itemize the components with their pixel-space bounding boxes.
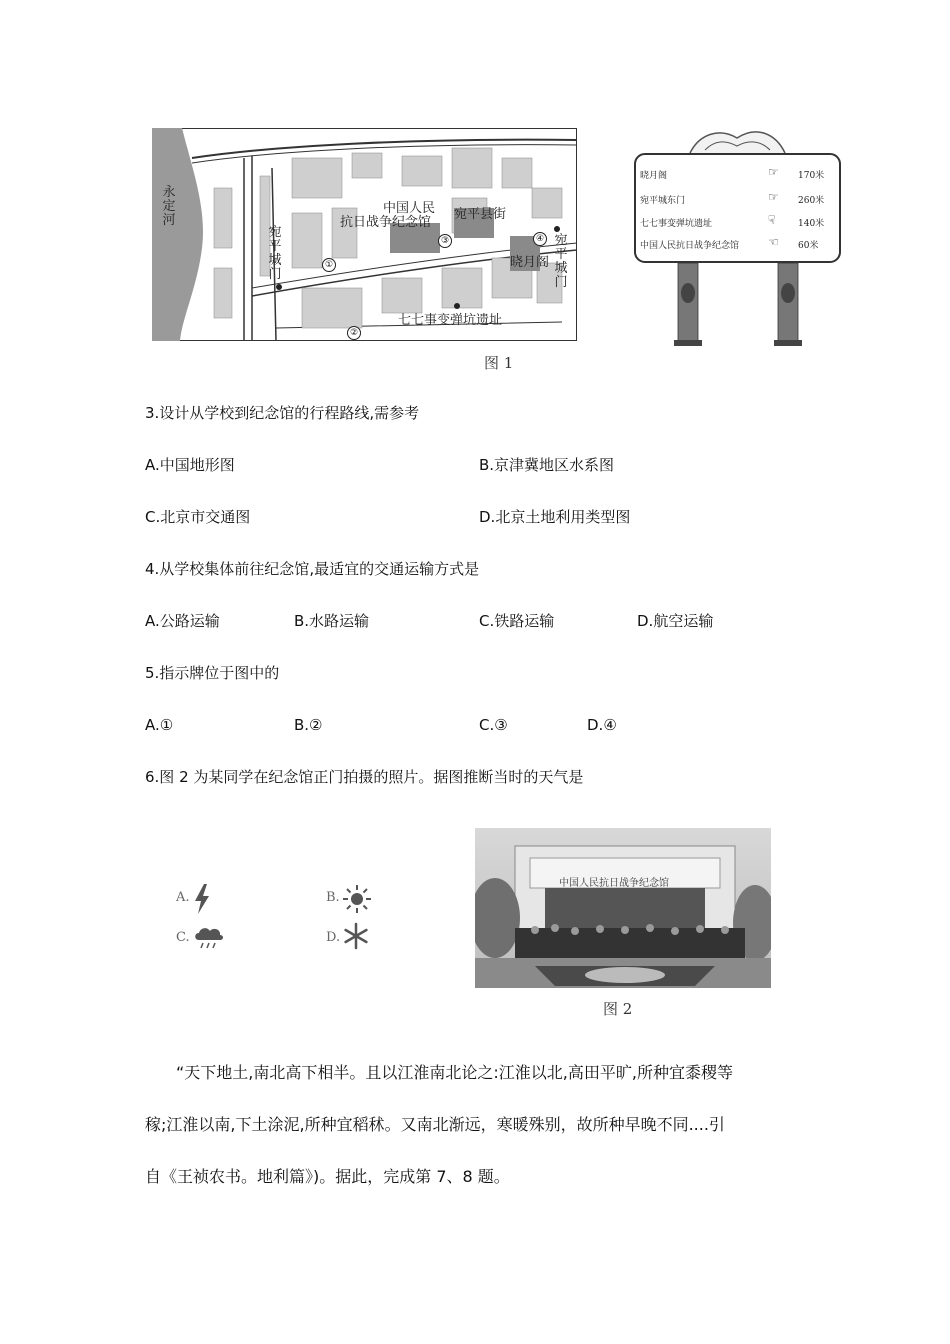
sign-drawing [630, 118, 845, 348]
question-3-option-d: D.北京土地利用类型图 [479, 508, 631, 526]
marker-3: ③ [438, 234, 452, 248]
question-4-option-a: A.公路运输 [145, 612, 220, 630]
passage-line-2: 稼;江淮以南,下土涂泥,所种宜稻秫。又南北渐远，寒暖殊别，故所种早晚不同....引 [145, 1115, 725, 1134]
figure1-caption: 图 1 [484, 354, 514, 372]
figure1-map [152, 128, 577, 341]
question-5-option-a: A.① [145, 716, 174, 734]
west-gate-label: 宛平城门 [268, 225, 282, 282]
passage-line-1: “天下地土,南北高下相半。且以江淮南北论之:江淮以北,高田平旷,所种宜黍稷等 [176, 1063, 733, 1082]
river-label: 永定河 [162, 185, 176, 228]
building-sign-text: 中国人民抗日战争纪念馆 [559, 878, 669, 889]
sign-row-1-name: 晓月阁 [640, 171, 668, 181]
question-5-option-b: B.② [294, 716, 323, 734]
sign-row-1-distance: 170米 [798, 171, 825, 181]
west-gate-point [276, 284, 282, 290]
question-3-option-c: C.北京市交通图 [145, 508, 251, 526]
pointing-hand-icon: ☜ [768, 235, 779, 249]
question-5-option-c: C.③ [479, 716, 508, 734]
question-4-stem: 4.从学校集体前往纪念馆,最适宜的交通运输方式是 [145, 560, 480, 578]
question-3-option-a: A.中国地形图 [145, 456, 235, 474]
sign-row-4-distance: 60米 [798, 241, 819, 251]
marker-1: ① [322, 258, 336, 272]
sun-icon [342, 884, 372, 914]
question-4-option-d: D.航空运输 [637, 612, 714, 630]
crater-point [454, 303, 460, 309]
pointing-hand-icon: ☞ [768, 190, 779, 204]
map-drawing [152, 128, 577, 341]
photo-drawing [475, 828, 771, 988]
figure2-caption: 图 2 [603, 1000, 633, 1018]
marker-4: ④ [533, 232, 547, 246]
street-label: 宛平县街 [454, 207, 507, 222]
memorial-label-line2: 抗日战争纪念馆 [340, 215, 432, 230]
question-3-stem: 3.设计从学校到纪念馆的行程路线,需参考 [145, 404, 420, 422]
lightning-icon [193, 884, 211, 914]
memorial-label-line1: 中国人民 [382, 201, 435, 216]
question-6-option-b: B. [326, 890, 340, 905]
east-gate-label: 宛平城门 [554, 233, 568, 290]
sign-row-2-distance: 260米 [798, 196, 825, 206]
snowflake-icon [342, 922, 370, 950]
question-4-option-c: C.铁路运输 [479, 612, 555, 630]
marker-2: ② [347, 326, 361, 340]
pointing-hand-icon: ☞ [768, 165, 779, 179]
east-gate-point [554, 226, 560, 232]
sign-row-3-name: 七七事变弹坑遗址 [640, 219, 713, 229]
direction-sign [630, 118, 845, 348]
sign-row-3-distance: 140米 [798, 219, 825, 229]
sign-row-2-name: 宛平城东门 [640, 196, 686, 206]
question-6-stem: 6.图 2 为某同学在纪念馆正门拍摄的照片。据图推断当时的天气是 [145, 768, 584, 786]
question-6-option-d: D. [326, 930, 341, 945]
question-3-option-b: B.京津冀地区水系图 [479, 456, 615, 474]
crater-label: 七七事变弹坑遗址 [398, 313, 503, 328]
question-6-option-c: C. [176, 930, 190, 945]
passage-line-3: 自《王祯农书。地利篇》)。据此，完成第 7、8 题。 [145, 1167, 510, 1186]
question-5-option-d: D.④ [587, 716, 617, 734]
pointing-hand-icon: ☟ [768, 213, 776, 227]
question-4-option-b: B.水路运输 [294, 612, 370, 630]
question-5-stem: 5.指示牌位于图中的 [145, 664, 280, 682]
sign-row-4-name: 中国人民抗日战争纪念馆 [640, 241, 740, 251]
tower-label: 晓月阁 [510, 255, 550, 270]
figure2-photo [475, 828, 771, 988]
question-6-option-a: A. [176, 890, 190, 905]
rain-cloud-icon [193, 924, 225, 950]
